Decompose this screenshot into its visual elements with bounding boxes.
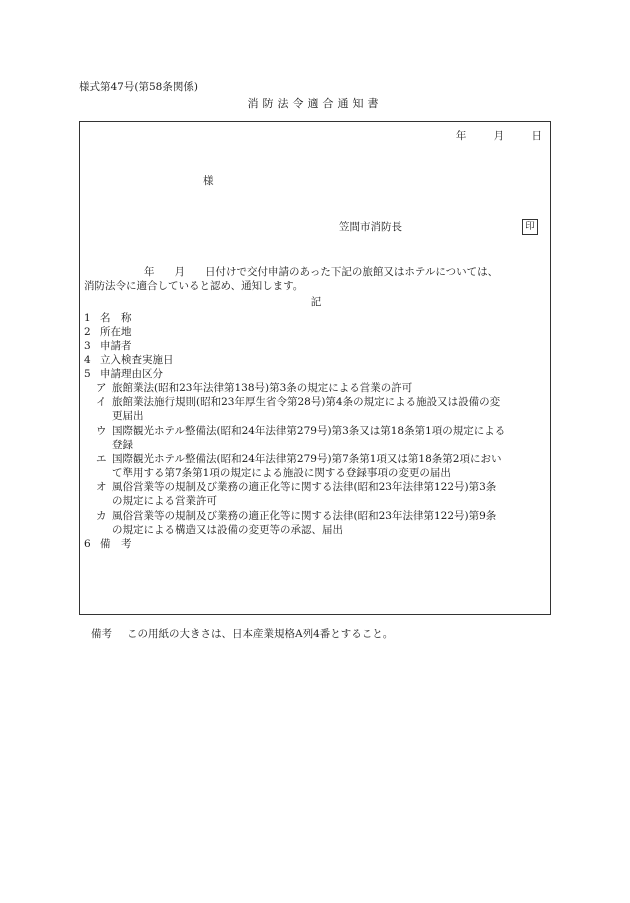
- reason-text: 旅館業法(昭和23年法律第138号)第3条の規定による営業の許可: [112, 382, 413, 394]
- footnote-text: この用紙の大きさは、日本産業規格A列4番とすること。: [127, 628, 394, 640]
- reason-item-ka: [84, 509, 548, 537]
- reason-item-e: [84, 452, 548, 480]
- list-item: [84, 367, 548, 381]
- item-label: 名 称: [100, 312, 132, 324]
- addressee-honorific: 様: [203, 175, 214, 187]
- item-number: 4: [84, 354, 91, 366]
- notice-form-box: [79, 121, 551, 615]
- list-item: [84, 353, 548, 367]
- form-number: 様式第47号(第58条関係): [79, 81, 198, 93]
- item-label: 申請理由区分: [100, 368, 163, 380]
- reason-text: 旅館業法施行規則(昭和23年厚生省令第28号)第4条の規定による施設又は設備の変: [112, 396, 501, 409]
- document-title: 消防法令適合通知書: [247, 97, 383, 110]
- paragraph-month: 月: [174, 266, 185, 278]
- reason-label: オ: [96, 481, 107, 494]
- reason-text-continued: て準用する第7条第1項の規定による施設に関する登録事項の変更の届出: [112, 467, 451, 480]
- list-item: [84, 537, 548, 551]
- reason-item-a: [84, 381, 548, 395]
- date-month: 月: [493, 130, 505, 142]
- seal-stamp: 印: [522, 219, 538, 235]
- reason-text: 風俗営業等の規制及び業務の適正化等に関する法律(昭和23年法律第122号)第3条: [112, 481, 497, 494]
- item-label: 備 考: [100, 537, 132, 550]
- paragraph-line-1: [84, 265, 546, 279]
- list-item: [84, 311, 548, 325]
- reason-text-continued: の規定による構造又は設備の変更等の承認、届出: [112, 523, 343, 536]
- reason-text: 風俗営業等の規制及び業務の適正化等に関する法律(昭和23年法律第122号)第9条: [112, 509, 497, 522]
- item-label: 申請者: [100, 340, 132, 352]
- reason-item-i: [84, 395, 548, 423]
- issuer-name: 笠間市消防長: [339, 221, 402, 233]
- item-list: [84, 311, 548, 551]
- reason-text: 国際観光ホテル整備法(昭和24年法律第279号)第7条第1項又は第18条第2項におい: [112, 452, 502, 465]
- item-number: 5: [84, 368, 91, 380]
- item-number: 2: [84, 326, 91, 338]
- item-label: 所在地: [100, 326, 132, 338]
- item-number: 1: [84, 312, 91, 324]
- notice-paragraph: [84, 265, 546, 293]
- reason-label: イ: [96, 396, 107, 409]
- date-year: 年: [455, 130, 467, 142]
- paragraph-line-2: 消防法令に適合していると認め、通知します。: [84, 280, 304, 293]
- reason-text-continued: 更届出: [112, 410, 144, 423]
- reason-text-continued: 登録: [112, 438, 133, 451]
- item-label: 立入検査実施日: [100, 354, 174, 366]
- reason-label: カ: [96, 509, 107, 522]
- ki-heading: 記: [310, 296, 322, 308]
- footnote-label: 備考: [91, 628, 112, 640]
- reason-label: エ: [96, 452, 107, 465]
- reason-list: [84, 381, 548, 537]
- paragraph-year: 年: [144, 266, 155, 278]
- reason-label: ウ: [96, 424, 107, 437]
- date-line: [432, 129, 542, 143]
- item-number: 3: [84, 340, 91, 352]
- reason-item-o: [84, 480, 548, 508]
- paragraph-line-1-rest: 日付けで交付申請のあった下記の旅館又はホテルについては、: [205, 266, 499, 278]
- footnote: [91, 627, 393, 641]
- date-day: 日: [531, 130, 542, 142]
- reason-text: 国際観光ホテル整備法(昭和24年法律第279号)第3条又は第18条第1項の規定による: [112, 424, 506, 437]
- list-item: [84, 339, 548, 353]
- item-number: 6: [84, 537, 91, 550]
- reason-item-u: [84, 424, 548, 452]
- reason-text-continued: の規定による営業許可: [112, 495, 217, 508]
- reason-label: ア: [96, 382, 107, 394]
- list-item: [84, 325, 548, 339]
